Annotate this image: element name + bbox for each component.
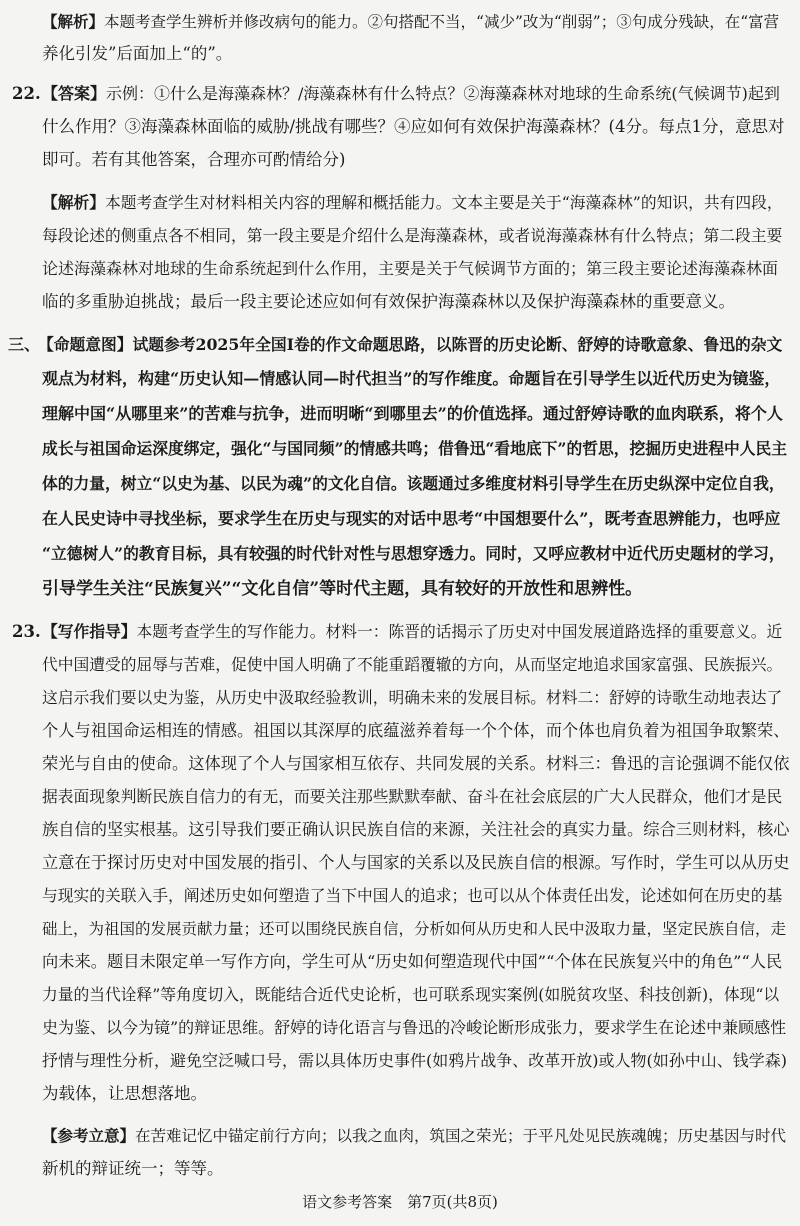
guide-line: 向未来。题目未限定单一写作方向，学生可从“历史如何塑造现代中国”“个体在民族复兴中的角色”“人民: [42, 952, 783, 971]
page-footer: 语文参考答案 第7页(共8页): [302, 1193, 498, 1211]
guide-line: 与现实的关联入手，阐述历史如何塑造了当下中国人的追求；也可以从个体责任出发，论述如何在历史的基: [42, 886, 783, 905]
question-number: 23.: [12, 622, 41, 641]
section-tag: 【参考立意】: [42, 1126, 136, 1145]
intent-line: 理解中国“从哪里来”的苦难与抗争，进而明晰“到哪里去”的价值选择。通过舒婷诗歌的血肉联系，将个人: [42, 404, 783, 423]
guide-line: 力量的当代诠释”等角度切入，既能结合近代史论析，也可联系现实案例(如脱贫攻坚、科技创新)，体现“以: [42, 985, 780, 1004]
analysis-line: 论述海藻森林对地球的生命系统起到什么作用，主要是关于气候调节方面的；第三段主要论述海藻森林面: [42, 259, 779, 278]
intent-line: 【命题意图】试题参考2025年全国Ⅰ卷的作文命题思路，以陈晋的历史论断、舒婷的诗歌意象、鲁迅的杂文: [38, 335, 783, 354]
guide-line: 族自信的坚实根基。这引导我们要正确认识民族自信的来源，关注社会的真实力量。综合三则材料，核心: [42, 820, 790, 839]
intent-line: 在人民史诗中寻找坐标，要求学生在历史与现实的对话中思考“中国想要什么”，既考查思辨能力，也呼应: [42, 509, 781, 528]
guide-line: 【写作指导】本题考查学生的写作能力。材料一：陈晋的话揭示了历史对中国发展道路选择的重要意义。近: [42, 622, 783, 641]
section-number: 三、: [8, 335, 40, 354]
guide-line: 抒情与理性分析，避免空泛喊口号，需以具体历史事件(如鸦片战争、改革开放)或人物(如孙中山、钱学森): [42, 1051, 787, 1070]
guide-line: 荣光与自由的使命。这体现了个人与国家相互依存、共同发展的关系。材料三：鲁迅的言论强调不能仅依: [42, 754, 790, 773]
intent-line: 观点为材料，构建“历史认知—情感认同—时代担当”的写作维度。命题旨在引导学生以近代历史为镜鉴，: [42, 369, 781, 388]
question-number: 22.: [12, 84, 41, 103]
answer-line: 什么作用？③海藻森林面临的威胁/挑战有哪些？④应如何有效保护海藻森林？(4分。每点1分，意思对: [42, 117, 785, 136]
text-line: 养化引发”后面加上“的”。: [42, 44, 233, 63]
analysis-line: 【解析】本题考查学生对材料相关内容的理解和概括能力。文本主要是关于“海藻森林”的知识，共有四段，: [42, 193, 783, 212]
intent-line: “立德树人”的教育目标，具有较强的时代针对性与思想穿透力。同时，又呼应教材中近代历史题材的学习，: [42, 544, 785, 563]
section-tag: 【解析】: [42, 12, 105, 31]
reference-line: 新机的辩证统一；等等。: [42, 1159, 224, 1178]
intent-line: 引导学生关注“民族复兴”“文化自信”等时代主题，具有较好的开放性和思辨性。: [42, 579, 643, 599]
guide-line: 代中国遭受的屈辱与苦难，促使中国人明确了不能重蹈覆辙的方向，从而坚定地追求国家富强、民族振兴。: [42, 655, 783, 674]
guide-line: 这启示我们要以史为鉴，从历史中汲取经验教训，明确未来的发展目标。材料二：舒婷的诗歌生动地表达了: [42, 688, 783, 707]
guide-line: 础上，为祖国的发展贡献力量；还可以围绕民族自信，分析如何从历史和人民中汲取力量，坚定民族自信，走: [42, 920, 787, 938]
section-tag: 【解析】: [42, 193, 105, 212]
guide-line: 个人与祖国命运相连的情感。祖国以其深厚的底蕴滋养着每一个个体，而个体也肩负着为祖国争取繁荣、: [42, 721, 790, 740]
text-line: 【解析】本题考查学生辨析并修改病句的能力。②句搭配不当，“减少”改为“削弱”；③句成分残缺，在“富营: [42, 12, 780, 31]
answer-line: 【答案】示例：①什么是海藻森林？/海藻森林有什么特点？②海藻森林对地球的生命系统(气候调节)起到: [42, 84, 780, 103]
intent-line: 成长与祖国命运深度绑定，强化“与国同频”的情感共鸣；借鲁迅“看地底下”的哲思，挖掘历史进程中人民主: [42, 439, 787, 458]
guide-line: 据表面现象判断民族自信力的有无，而要关注那些默默奉献、奋斗在社会底层的广大人民群众，他们才是民: [42, 787, 783, 806]
analysis-line: 每段论述的侧重点各不相同，第一段主要是介绍什么是海藻森林，或者说海藻森林有什么特点；第二段主要: [42, 226, 783, 245]
guide-line: 立意在于探讨历史对中国发展的指引、个人与国家的关系以及民族自信的根源。写作时，学生可以从历史: [42, 853, 790, 872]
section-tag: 【写作指导】: [42, 622, 137, 641]
guide-line: 为载体，让思想落地。: [42, 1084, 207, 1103]
answer-line: 即可。若有其他答案，合理亦可酌情给分): [42, 150, 346, 169]
guide-line: 史为鉴、以今为镜”的辩证思维。舒婷的诗化语言与鲁迅的冷峻论断形成张力，要求学生在论述中兼顾感性: [42, 1018, 787, 1037]
section-tag: 【命题意图】: [38, 335, 133, 354]
section-tag: 【答案】: [42, 84, 107, 103]
reference-line: 【参考立意】在苦难记忆中锚定前行方向；以我之血肉，筑国之荣光；于平凡处见民族魂魄；历史基因与时代: [42, 1126, 787, 1145]
intent-line: 体的力量，树立“以史为基、以民为魂”的文化自信。该题通过多维度材料引导学生在历史纵深中定位自我，: [42, 474, 785, 493]
analysis-line: 临的多重胁迫挑战；最后一段主要论述应如何有效保护海藻森林以及保护海藻森林的重要意义。: [42, 292, 735, 311]
